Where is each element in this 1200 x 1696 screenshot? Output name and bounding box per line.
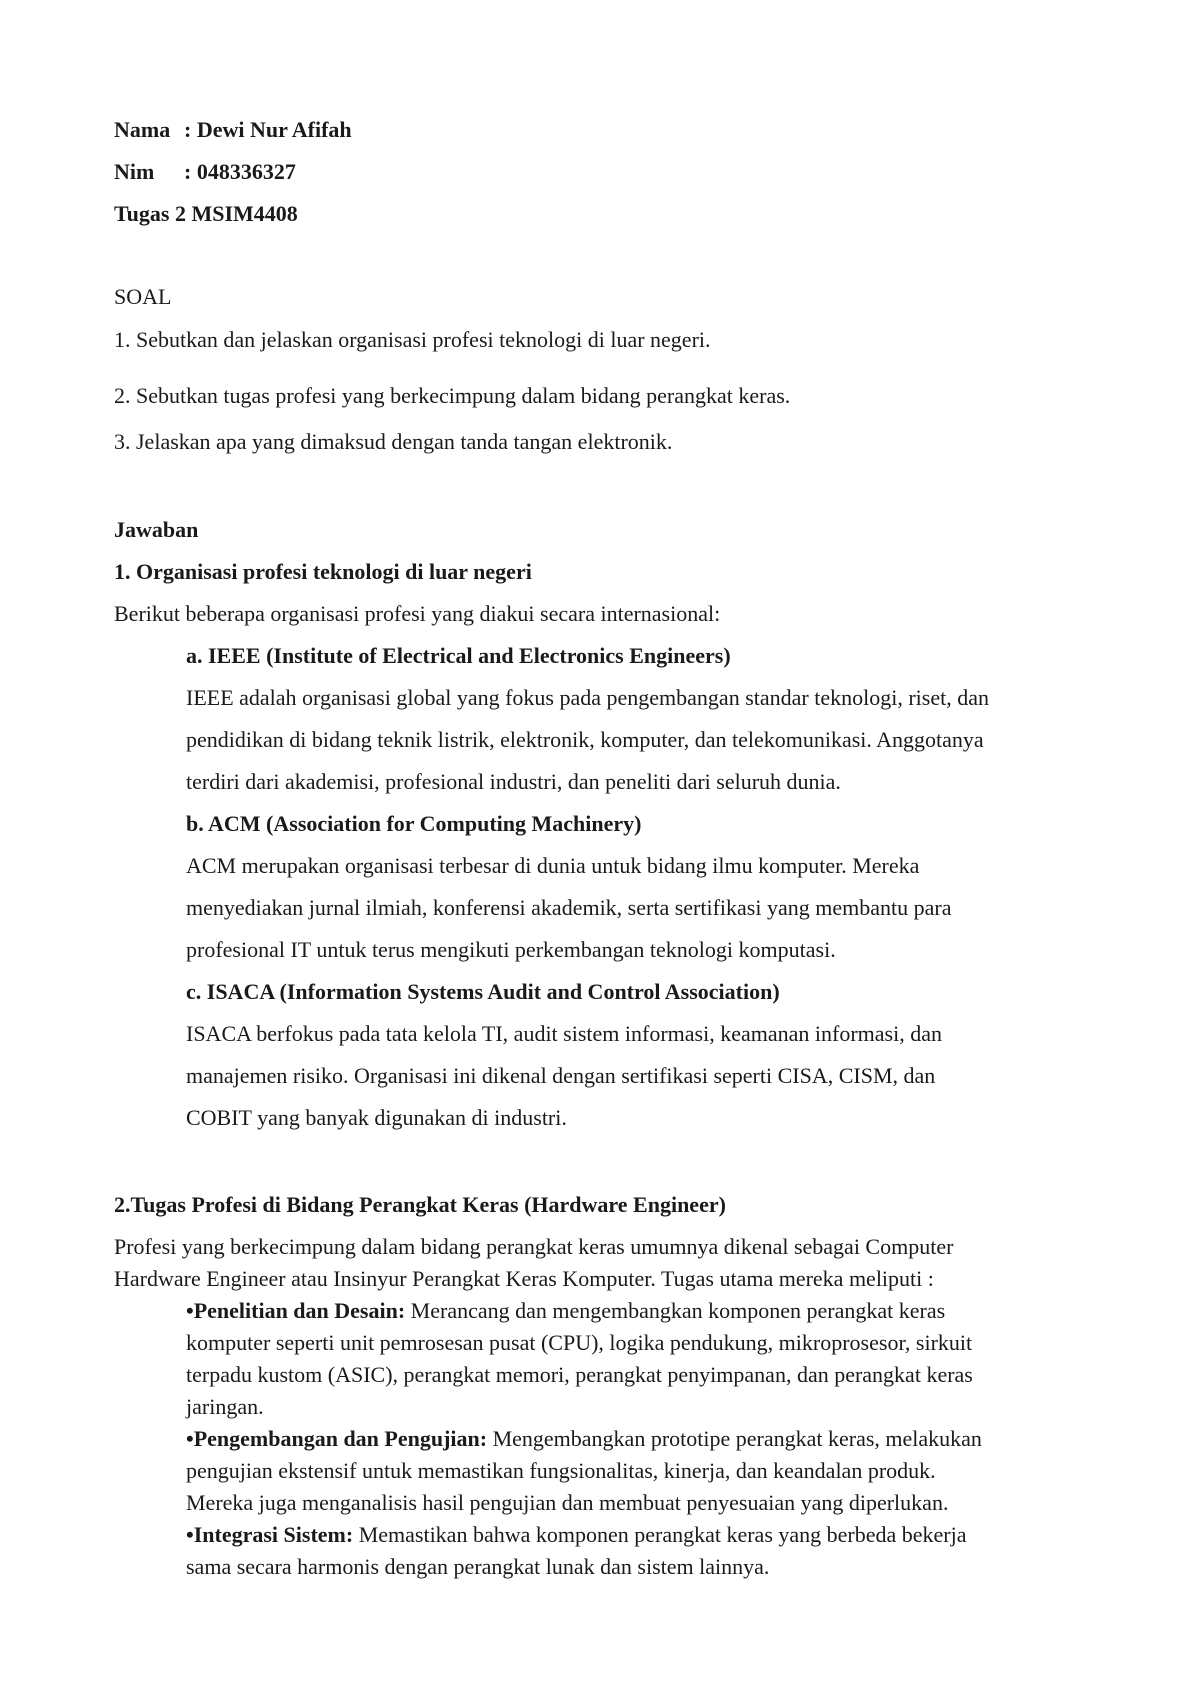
org-text-line: menyediakan jurnal ilmiah, konferensi akademik, serta sertifikasi yang membantu para — [186, 895, 952, 920]
section-2-title: 2.Tugas Profesi di Bidang Perangkat Keras (Hardware Engineer) — [114, 1192, 726, 1217]
soal-item: 3. Jelaskan apa yang dimaksud dengan tanda tangan elektronik. — [114, 429, 673, 454]
bullet-system-integration — [186, 1522, 967, 1548]
org-text-line: terdiri dari akademisi, profesional industri, dan peneliti dari seluruh dunia. — [186, 769, 841, 794]
org-text-line: ACM merupakan organisasi terbesar di dunia untuk bidang ilmu komputer. Mereka — [186, 853, 920, 878]
soal-item: 1. Sebutkan dan jelaskan organisasi profesi teknologi di luar negeri. — [114, 327, 711, 352]
bullet-text-line: pengujian ekstensif untuk memastikan fungsionalitas, kinerja, dan keandalan produk. — [186, 1458, 936, 1483]
nim-label: Nim — [114, 159, 155, 184]
bullet-text-line: terpadu kustom (ASIC), perangkat memori, perangkat penyimpanan, dan perangkat keras — [186, 1362, 973, 1387]
section-2-intro-line: Hardware Engineer atau Insinyur Perangkat Keras Komputer. Tugas utama mereka meliputi : — [114, 1266, 934, 1291]
assignment-title: Tugas 2 MSIM4408 — [114, 201, 298, 226]
nim-line — [114, 159, 296, 185]
name-label: Nama — [114, 117, 171, 142]
org-text-line: ISACA berfokus pada tata kelola TI, audit sistem informasi, keamanan informasi, dan — [186, 1021, 942, 1046]
bullet-label: •Pengembangan dan Pengujian: — [186, 1426, 488, 1451]
bullet-research-design — [186, 1298, 945, 1324]
bullet-text: Memastikan bahwa komponen perangkat keras yang berbeda bekerja — [353, 1522, 967, 1547]
soal-item: 2. Sebutkan tugas profesi yang berkecimpung dalam bidang perangkat keras. — [114, 383, 791, 408]
bullet-text: Mengembangkan prototipe perangkat keras, melakukan — [487, 1426, 982, 1451]
bullet-text-line: komputer seperti unit pemrosesan pusat (CPU), logika pendukung, mikroprosesor, sirkuit — [186, 1330, 973, 1355]
jawaban-heading: Jawaban — [114, 517, 199, 542]
bullet-label: •Penelitian dan Desain: — [186, 1298, 406, 1323]
org-title-ieee: a. IEEE (Institute of Electrical and Electronics Engineers) — [186, 643, 731, 668]
section-1-intro: Berikut beberapa organisasi profesi yang diakui secara internasional: — [114, 601, 721, 626]
org-text-line: profesional IT untuk terus mengikuti perkembangan teknologi komputasi. — [186, 937, 836, 962]
soal-heading: SOAL — [114, 284, 172, 309]
org-title-isaca: c. ISACA (Information Systems Audit and Control Association) — [186, 979, 780, 1004]
bullet-text: Merancang dan mengembangkan komponen perangkat keras — [405, 1298, 946, 1323]
name-line — [114, 117, 352, 143]
org-text-line: COBIT yang banyak digunakan di industri. — [186, 1105, 567, 1130]
org-title-acm: b. ACM (Association for Computing Machinery) — [186, 811, 642, 836]
org-text-line: manajemen risiko. Organisasi ini dikenal dengan sertifikasi seperti CISA, CISM, dan — [186, 1063, 936, 1088]
org-text-line: IEEE adalah organisasi global yang fokus pada pengembangan standar teknologi, riset, dan — [186, 685, 989, 710]
nim-value: : 048336327 — [184, 159, 296, 184]
bullet-development-testing — [186, 1426, 982, 1452]
bullet-text-line: Mereka juga menganalisis hasil pengujian dan membuat penyesuaian yang diperlukan. — [186, 1490, 949, 1515]
section-1-title: 1. Organisasi profesi teknologi di luar negeri — [114, 559, 532, 584]
bullet-label: •Integrasi Sistem: — [186, 1522, 354, 1547]
name-value: : Dewi Nur Afifah — [184, 117, 352, 142]
bullet-text-line: sama secara harmonis dengan perangkat lunak dan sistem lainnya. — [186, 1554, 770, 1579]
bullet-text-line: jaringan. — [186, 1394, 264, 1419]
section-2-intro-line: Profesi yang berkecimpung dalam bidang perangkat keras umumnya dikenal sebagai Computer — [114, 1234, 954, 1259]
org-text-line: pendidikan di bidang teknik listrik, elektronik, komputer, dan telekomunikasi. Anggotanya — [186, 727, 984, 752]
